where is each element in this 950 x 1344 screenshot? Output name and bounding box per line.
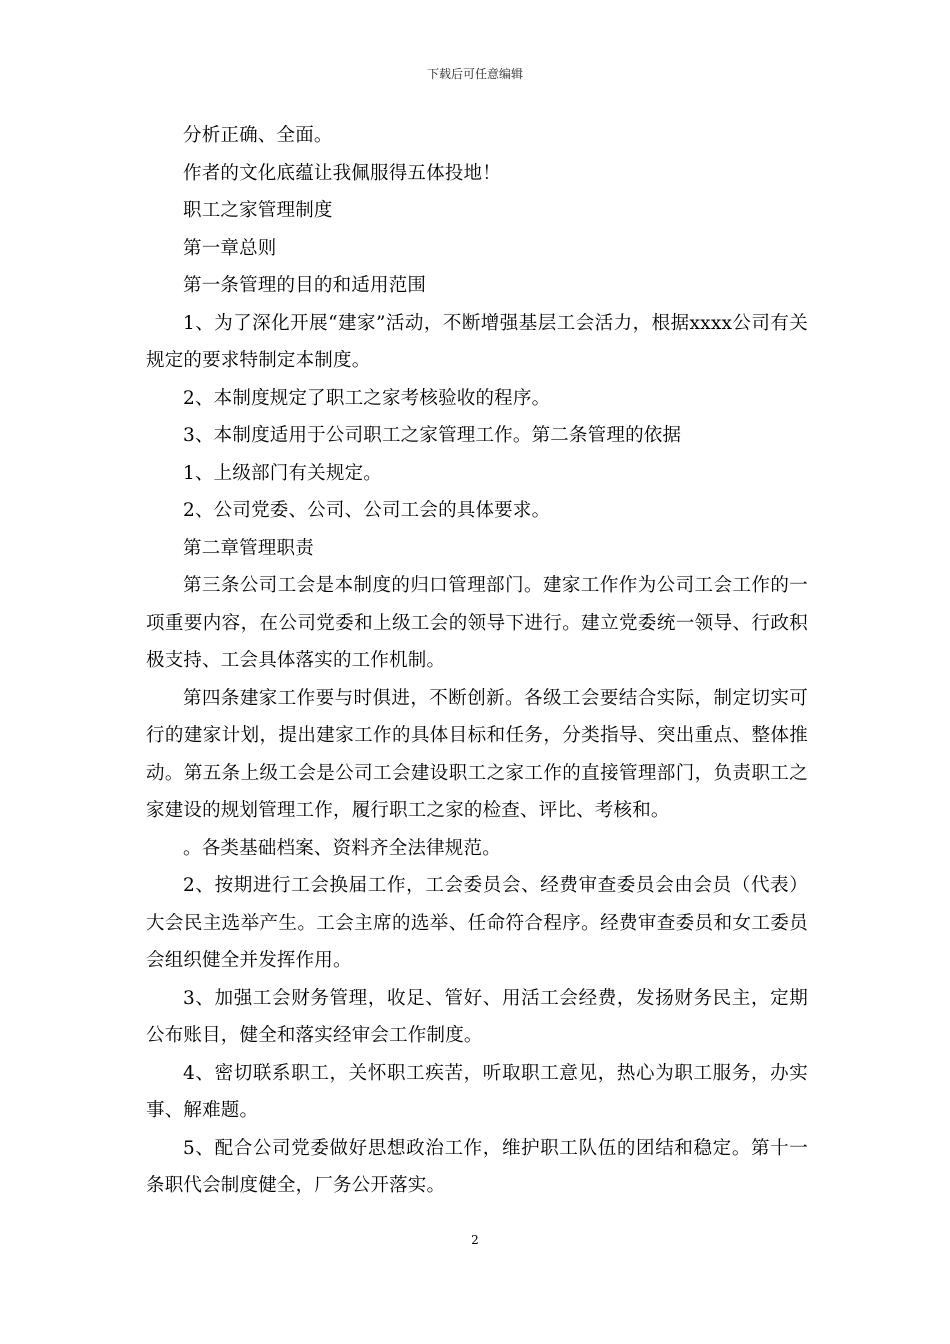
paragraph: 1、为了深化开展“建家”活动，不断增强基层工会活力，根据xxxx公司有关规定的要求特制定本制度。 — [146, 312, 808, 371]
paragraph: 。各类基础档案、资料齐全法律规范。 — [183, 837, 501, 859]
paragraph: 2、按期进行工会换届工作，工会委员会、经费审查委员会由会员（代表）大会民主选举产生。工会主席的选举、任命符合程序。经费审查委员和女工委员会组织健全并发挥作用。 — [146, 875, 808, 971]
paragraph: 5、配合公司党委做好思想政治工作，维护职工队伍的团结和稳定。第十一条职代会制度健全，厂务公开落实。 — [146, 1137, 808, 1196]
document-body — [146, 117, 808, 1205]
chapter-heading: 第二章管理职责 — [183, 537, 314, 559]
chapter-heading: 第一章总则 — [183, 237, 277, 259]
paragraph: 4、密切联系职工，关怀职工疾苦，听取职工意见，热心为职工服务，办实事、解难题。 — [146, 1062, 808, 1121]
document-title: 职工之家管理制度 — [183, 200, 333, 221]
page-header: 下载后可任意编辑 — [426, 67, 523, 81]
paragraph: 1、上级部门有关规定。 — [183, 462, 382, 484]
paragraph: 2、本制度规定了职工之家考核验收的程序。 — [183, 387, 551, 409]
page-number: 2 — [471, 1233, 479, 1247]
paragraph: 第三条公司工会是本制度的归口管理部门。建家工作作为公司工会工作的一项重要内容，在公司党委和上级工会的领导下进行。建立党委统一领导、行政积极支持、工会具体落实的工作机制。 — [146, 575, 808, 671]
article-heading: 第一条管理的目的和适用范围 — [183, 275, 427, 296]
paragraph: 3、加强工会财务管理，收足、管好、用活工会经费，发扬财务民主，定期公布账目，健全和落实经审会工作制度。 — [146, 987, 808, 1046]
paragraph: 作者的文化底蕴让我佩服得五体投地！ — [183, 162, 501, 184]
paragraph: 3、本制度适用于公司职工之家管理工作。第二条管理的依据 — [183, 425, 682, 446]
paragraph: 第四条建家工作要与时俱进，不断创新。各级工会要结合实际，制定切实可行的建家计划，提出建家工作的具体目标和任务，分类指导、突出重点、整体推动。第五条上级工会是公司工会建设职工之家工作的直接管理部门，负责职工之家建设的规划管理工作，履行职工之家的检查、评比、考核和。 — [146, 687, 808, 821]
paragraph: 分析正确、全面。 — [183, 125, 333, 146]
paragraph: 2、公司党委、公司、公司工会的具体要求。 — [183, 500, 551, 521]
